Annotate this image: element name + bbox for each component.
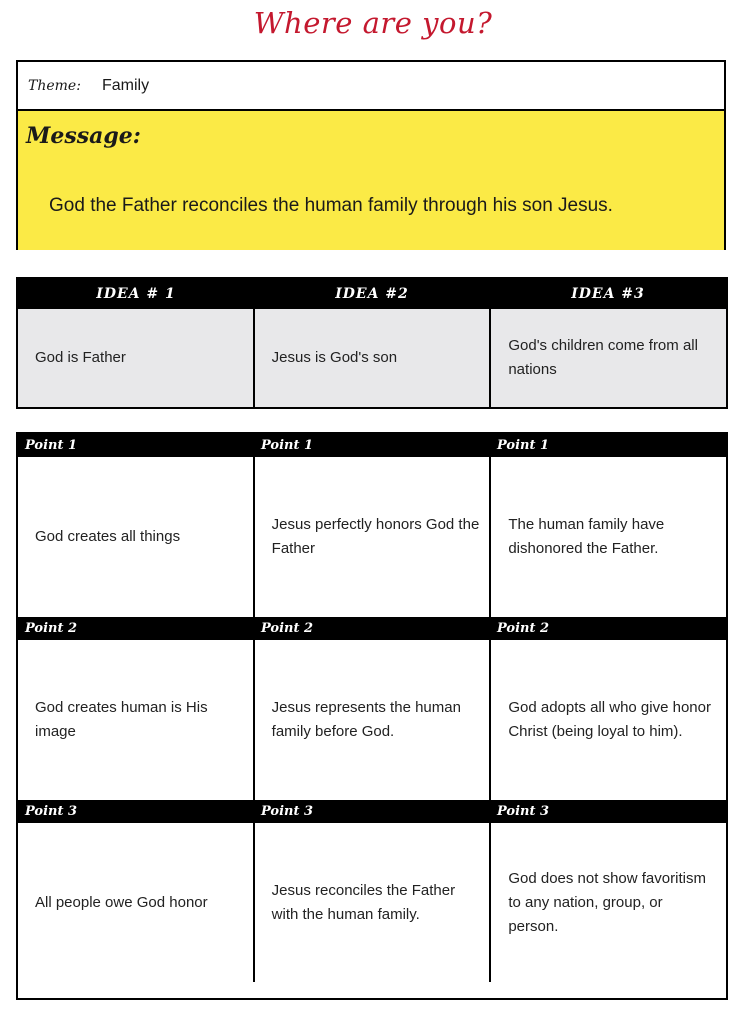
point-3-label: Point 3 [25,804,78,819]
point-3-label: Point 3 [497,804,550,819]
idea-2-header: IDEA #2 [335,286,409,302]
point-cell: God does not show favoritism to any nation, group, or person. [489,823,726,982]
point-1-header-row [18,434,726,457]
point-1-row [18,457,726,617]
point-cell: The human family have dishonored the Father. [489,457,726,617]
idea-2-text: Jesus is God's son [253,309,490,407]
ideas-content-row [18,309,726,407]
point-cell: Jesus perfectly honors God the Father [253,457,490,617]
point-1-label: Point 1 [497,438,550,453]
point-2-header-row [18,617,726,640]
message-label: Message: [26,123,141,149]
theme-label: Theme: [28,77,81,94]
message-area [18,111,724,250]
idea-1-header: IDEA # 1 [96,286,176,302]
theme-message-box [16,60,726,250]
point-cell: God creates all things [35,528,181,545]
message-text: God the Father reconciles the human family through his son Jesus. [49,195,613,216]
point-1-label: Point 1 [25,438,78,453]
theme-row [18,62,724,111]
point-3-header-row [18,800,726,823]
idea-3-header: IDEA #3 [571,286,645,302]
idea-3-text: God's children come from all nations [489,309,726,407]
point-cell: Jesus reconciles the Father with the human family. [253,823,490,982]
point-2-label: Point 2 [25,621,78,636]
ideas-table [16,277,728,409]
point-2-label: Point 2 [261,621,314,636]
point-3-label: Point 3 [261,804,314,819]
ideas-header-row [18,279,726,309]
point-2-row [18,640,726,800]
theme-value: Family [102,76,150,94]
point-2-label: Point 2 [497,621,550,636]
point-3-row [18,823,726,982]
points-table [16,432,728,1000]
point-cell: God adopts all who give honor Christ (being loyal to him). [489,640,726,800]
point-cell: Jesus represents the human family before God. [253,640,490,800]
point-cell: All people owe God honor [35,893,208,911]
point-1-label: Point 1 [261,438,314,453]
page-title: Where are you? [253,6,493,40]
idea-1-text: God is Father [35,349,126,366]
point-cell: God creates human is His image [35,699,208,740]
